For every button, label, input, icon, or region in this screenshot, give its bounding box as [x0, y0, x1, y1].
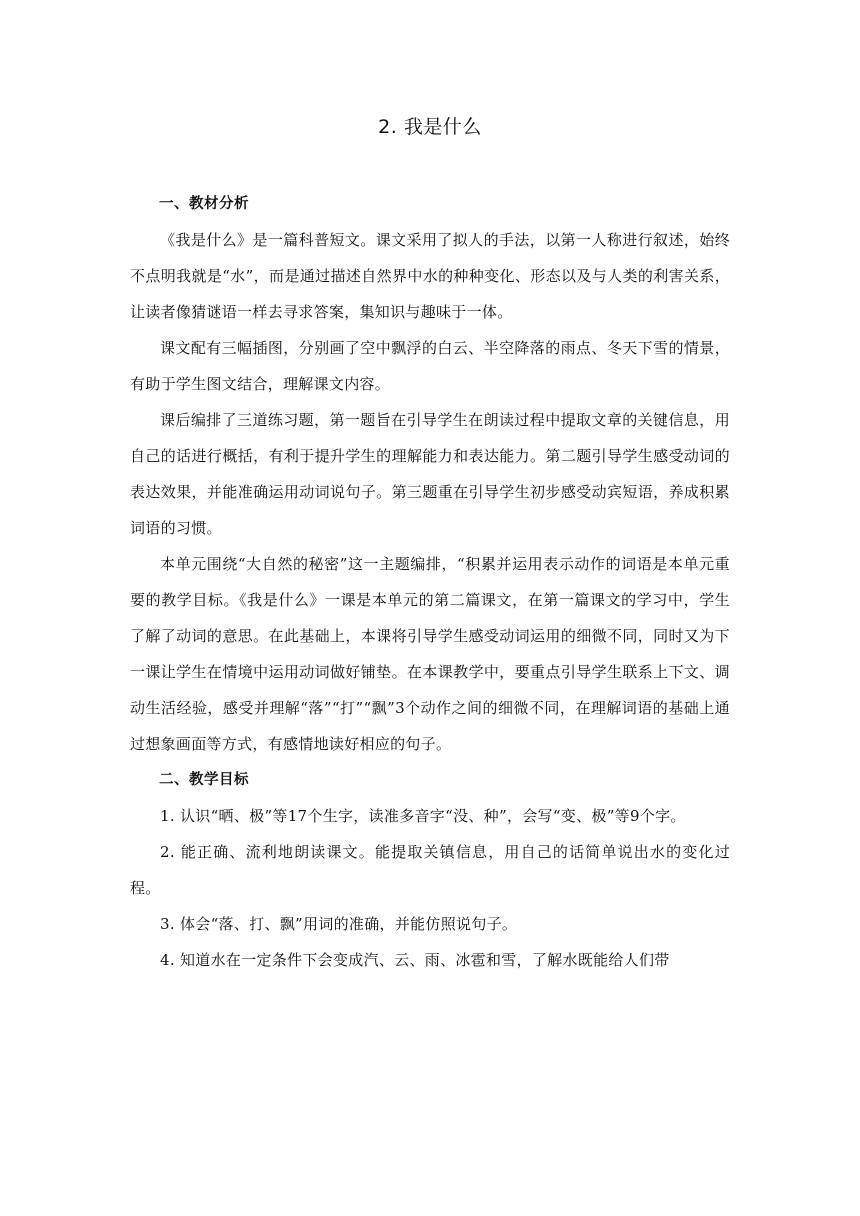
- paragraph: 《我是什么》是一篇科普短文。课文采用了拟人的手法，以第一人称进行叙述，始终不点明我就是“水”，而是通过描述自然界中水的种种变化、形态以及与人类的利害关系，让读者像猜谜语一样去寻求答案，集知识与趣味于一体。: [130, 231, 730, 321]
- paragraph: 课后编排了三道练习题，第一题旨在引导学生在朗读过程中提取文章的关键信息，用自己的话进行概括，有利于提升学生的理解能力和表达能力。第二题引导学生感受动词的表达效果，并能准确运用动词说句子。第三题重在引导学生初步感受动宾短语，养成积累词语的习惯。: [130, 411, 730, 537]
- section-heading: 二、教学目标: [159, 772, 249, 788]
- document-body: [130, 186, 730, 978]
- paragraph: 本单元围绕“大自然的秘密”这一主题编排，“积累并运用表示动作的词语是本单元重要的教学目标。《我是什么》一课是本单元的第二篇课文，在第一篇课文的学习中，学生了解了动词的意思。在此基础上，本课将引导学生感受动词运用的细微不同，同时又为下一课让学生在情境中运用动词做好铺垫。在本课教学中，要重点引导学生联系上下文、调动生活经验，感受并理解“落”“打”“飘”3个动作之间的细微不同，在理解词语的基础上通过想象画面等方式，有感情地读好相应的句子。: [130, 555, 730, 753]
- section-textbook-analysis: [130, 186, 730, 762]
- paragraph: 课文配有三幅插图，分别画了空中飘浮的白云、半空降落的雨点、冬天下雪的情景，有助于学生图文结合，理解课文内容。: [130, 339, 730, 393]
- section-teaching-goals: [130, 762, 730, 978]
- goal-item: 4. 知道水在一定条件下会变成汽、云、雨、冰雹和雪，了解水既能给人们带: [160, 951, 670, 969]
- section-heading: 一、教材分析: [159, 196, 249, 212]
- document-title: 2. 我是什么: [378, 116, 482, 138]
- goal-item: 3. 体会“落、打、飘”用词的准确，并能仿照说句子。: [160, 915, 518, 933]
- goal-item: 2. 能正确、流利地朗读课文。能提取关镇信息，用自己的话简单说出水的变化过程。: [130, 843, 730, 897]
- goal-item: 1. 认识“晒、极”等17个生字，读准多音字“没、种”，会写“变、极”等9个字。: [160, 807, 686, 825]
